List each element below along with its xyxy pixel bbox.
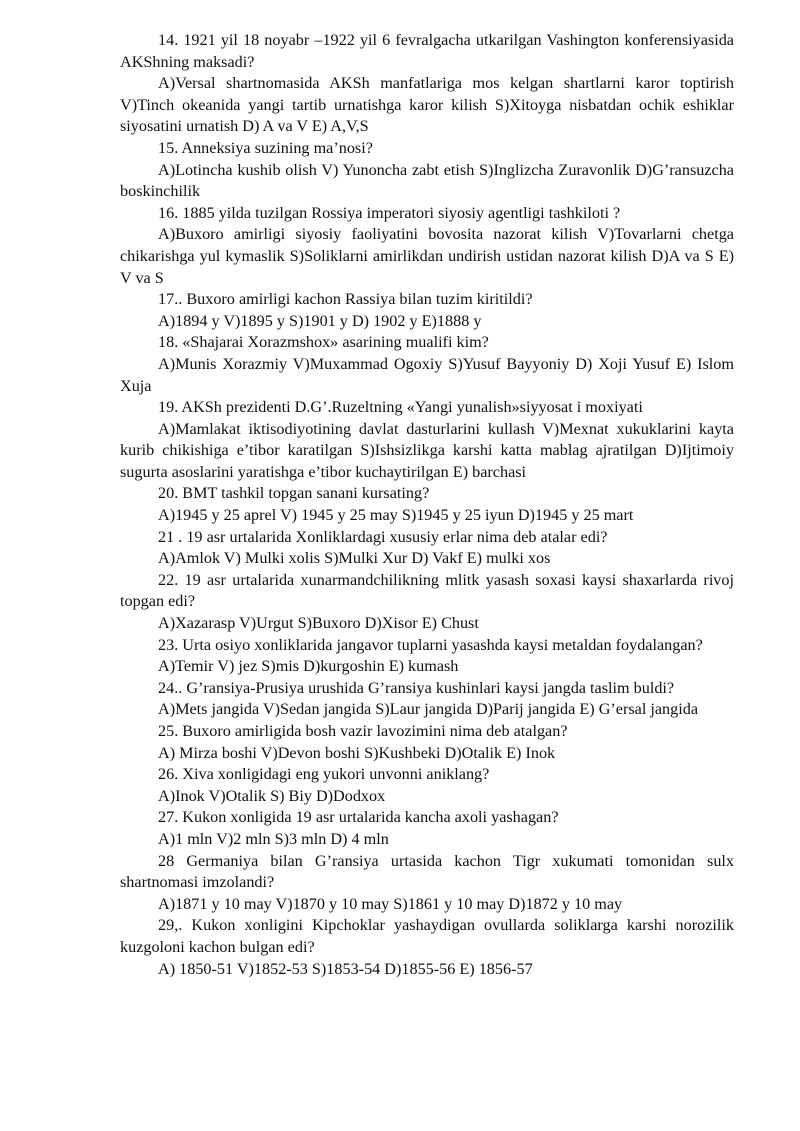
- question-27: 27. Kukon xonligida 19 asr urtalarida kancha axoli yashagan?: [158, 808, 559, 827]
- question-15: 15. Anneksiya suzining ma’nosi?: [158, 138, 373, 157]
- answers-29: A) 1850-51 V)1852-53 S)1853-54 D)1855-56 E) 1856-57: [158, 959, 533, 978]
- question-19: 19. AKSh prezidenti D.G’.Ruzeltning «Yangi yunalish»siyyosat i moxiyati: [158, 398, 643, 417]
- answers-18: A)Munis Xorazmiy V)Muxammad Ogoxiy S)Yusuf Bayyoniy D) Xoji Yusuf E) Islom Xuja: [120, 354, 734, 395]
- answers-20: A)1945 y 25 aprel V) 1945 y 25 may S)1945 y 25 iyun D)1945 y 25 mart: [158, 506, 634, 525]
- question-14: 14. 1921 yil 18 noyabr –1922 yil 6 fevralgacha utkarilgan Vashington konferensiyasida AKShning maksadi?: [120, 31, 734, 71]
- answers-27: A)1 mln V)2 mln S)3 mln D) 4 mln: [158, 829, 389, 848]
- answers-22: A)Xazarasp V)Urgut S)Buxoro D)Xisor E) Chust: [158, 614, 479, 633]
- question-23: 23. Urta osiyo xonliklarida jangavor tuplarni yasashda kaysi metaldan foydalangan?: [158, 635, 703, 654]
- answers-14: A)Versal shartnomasida AKSh manfatlariga mos kelgan shartlarni karor toptirish V)Tinch okeanida yangi tartib urnatishga karor kilish S)Xitoyga nisbatdan ochik eshiklar siyosatini urnatish D) A va V E) A,V,S: [120, 74, 734, 136]
- question-20: 20. BMT tashkil topgan sanani kursating?: [158, 484, 430, 503]
- answers-28: A)1871 y 10 may V)1870 y 10 may S)1861 y 10 may D)1872 y 10 may: [158, 894, 623, 913]
- answers-16: A)Buxoro amirligi siyosiy faoliyatini bovosita nazorat kilish V)Tovarlarni chetga chikarishga yul kymaslik S)Soliklarni amirlikdan undirish ustidan nazorat kilish D)A va S E) V va S: [120, 225, 734, 287]
- answers-19: A)Mamlakat iktisodiyotining davlat dasturlarini kullash V)Mexnat xukuklarini kayta kurib chikishiga e’tibor karatilgan S)Ishsizlikga karshi katta mablag ajratilgan D)Ijtimoiy sugurta asoslarini yaratishga e’tibor kuchaytirilgan E) barchasi: [120, 419, 734, 481]
- answers-15: A)Lotincha kushib olish V) Yunoncha zabt etish S)Inglizcha Zuravonlik D)G’ransuzcha boskinchilik: [120, 160, 734, 201]
- question-25: 25. Buxoro amirligida bosh vazir lavozimini nima deb atalgan?: [158, 722, 568, 740]
- answers-26: A)Inok V)Otalik S) Biy D)Dodxox: [158, 786, 386, 805]
- question-16: 16. 1885 yilda tuzilgan Rossiya imperatori siyosiy agentligi tashkiloti ?: [158, 203, 621, 222]
- answers-25: A) Mirza boshi V)Devon boshi S)Kushbeki D)Otalik E) Inok: [158, 743, 556, 762]
- answers-24: A)Mets jangida V)Sedan jangida S)Laur jangida D)Parij jangida E) G’ersal jangida: [158, 700, 699, 719]
- question-21: 21 . 19 asr urtalarida Xonliklardagi xususiy erlar nima deb atalar edi?: [158, 527, 608, 546]
- answers-17: A)1894 y V)1895 y S)1901 y D) 1902 y E)1888 y: [158, 311, 482, 330]
- document-page: [120, 30, 734, 980]
- question-26: 26. Xiva xonligidagi eng yukori unvonni aniklang?: [158, 765, 490, 784]
- question-22: 22. 19 asr urtalarida xunarmandchilikning mlitk yasash soxasi kaysi shaxarlarda rivoj topgan edi?: [120, 570, 734, 611]
- question-29: 29,. Kukon xonligini Kipchoklar yashaydigan ovullarda soliklarga karshi norozilik kuzgoloni kachon bulgan edi?: [120, 916, 734, 956]
- answers-21: A)Amlok V) Mulki xolis S)Mulki Xur D) Vakf E) mulki xos: [158, 549, 551, 568]
- question-18: 18. «Shajarai Xorazmshox» asarining mualifi kim?: [158, 333, 489, 352]
- question-28: 28 Germaniya bilan G’ransiya urtasida kachon Tigr xukumati tomonidan sulx shartnomasi imzolandi?: [120, 851, 734, 892]
- question-24: 24.. G’ransiya-Prusiya urushida G’ransiya kushinlari kaysi jangda taslim buldi?: [158, 678, 675, 697]
- question-17: 17.. Buxoro amirligi kachon Rassiya bilan tuzim kiritildi?: [158, 290, 533, 309]
- answers-23: A)Temir V) jez S)mis D)kurgoshin E) kumash: [158, 657, 459, 676]
